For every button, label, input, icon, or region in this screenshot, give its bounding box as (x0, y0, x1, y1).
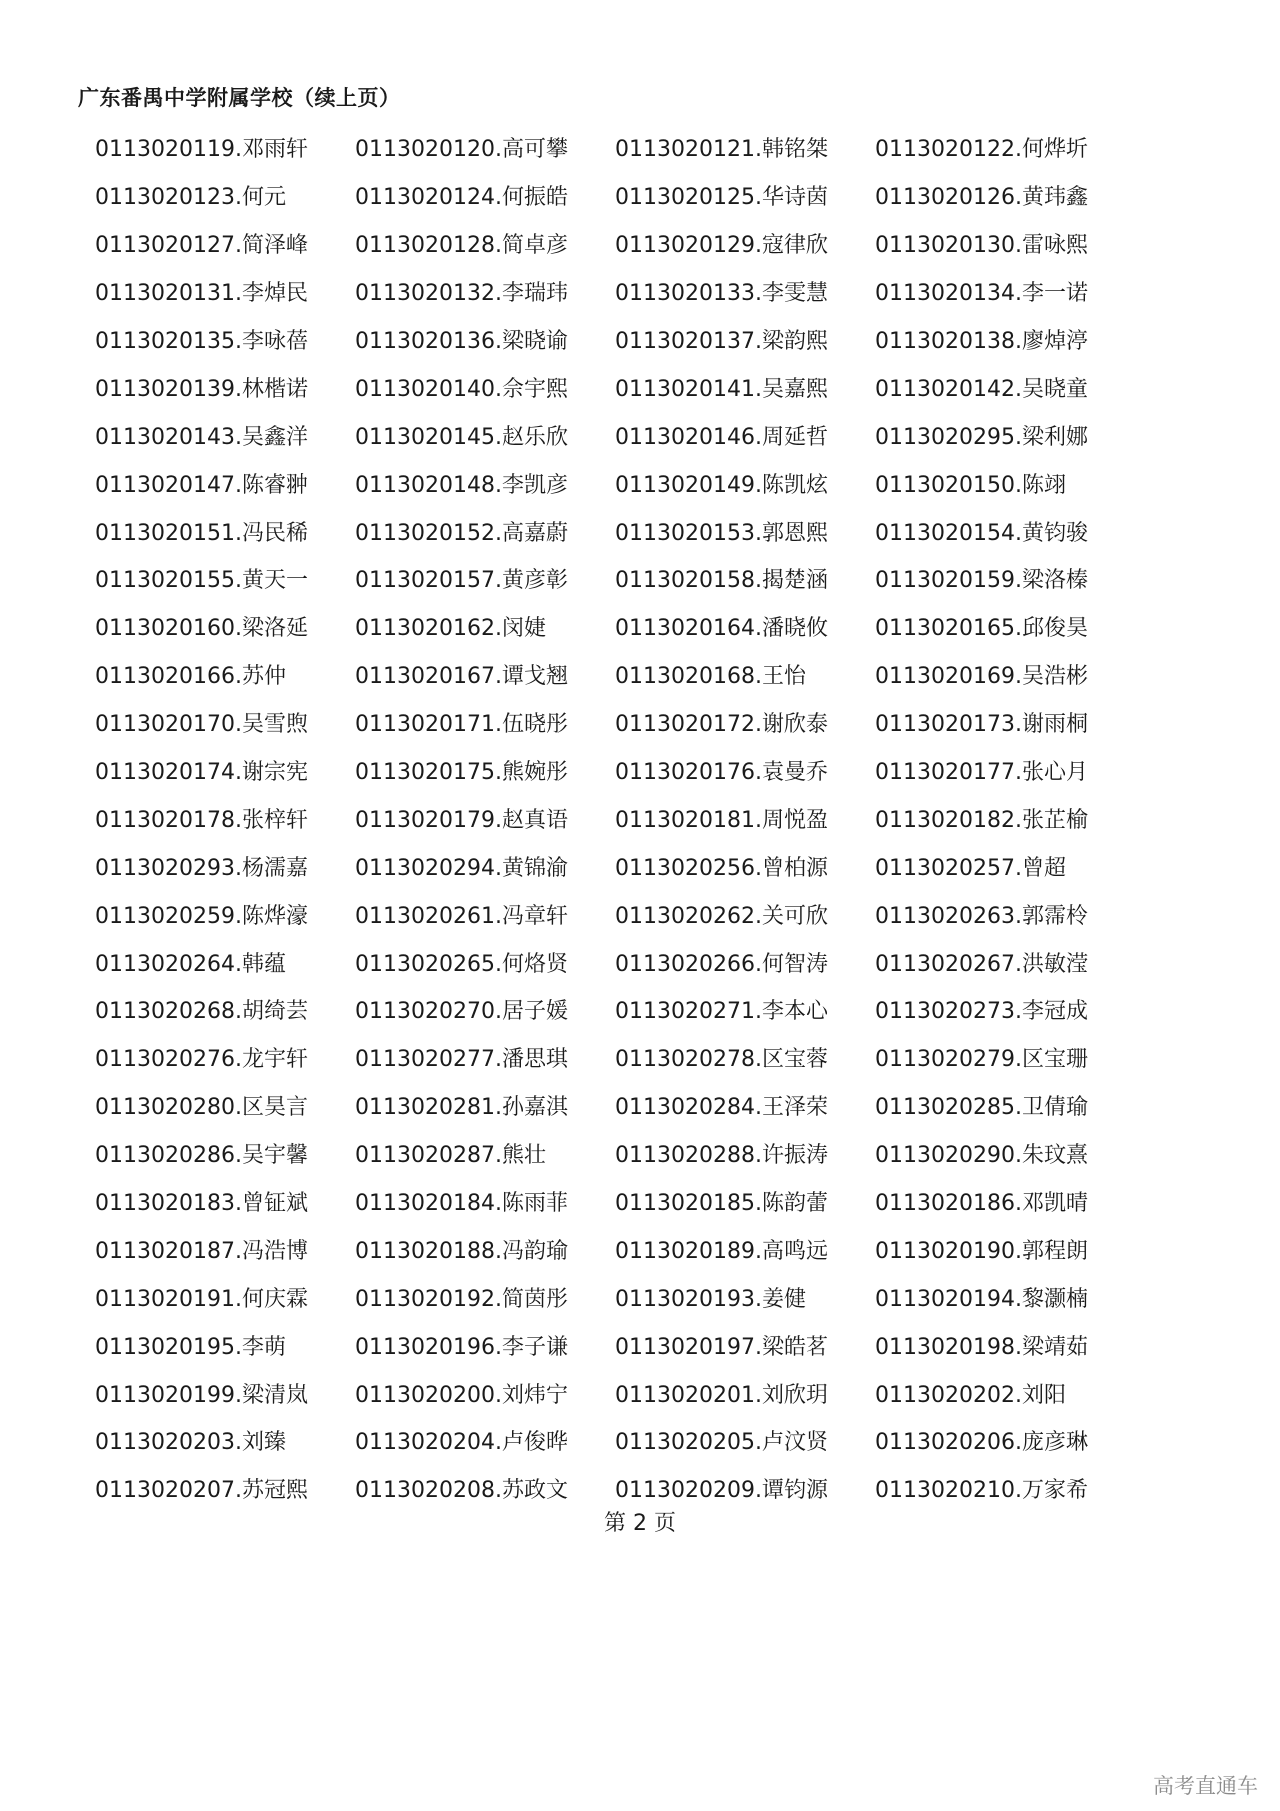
student-entry: 0113020186.邓凯晴 (875, 1191, 1088, 1217)
list-row (95, 651, 1135, 699)
student-entry: 0113020176.袁曼乔 (615, 760, 828, 786)
student-entry: 0113020276.龙宇轩 (95, 1047, 308, 1073)
student-entry: 0113020134.李一诺 (875, 281, 1088, 307)
student-entry: 0113020207.苏冠熙 (95, 1478, 308, 1504)
list-row (95, 459, 1135, 507)
list-row (95, 699, 1135, 747)
student-entry: 0113020295.梁利娜 (875, 424, 1088, 450)
student-entry: 0113020201.刘欣玥 (615, 1382, 828, 1408)
student-entry: 0113020190.郭程朗 (875, 1238, 1088, 1264)
student-entry: 0113020193.姜健 (615, 1286, 806, 1312)
student-entry: 0113020196.李子谦 (355, 1334, 568, 1360)
school-title: 广东番禺中学附属学校（续上页） (78, 86, 401, 110)
student-entry: 0113020266.何智涛 (615, 951, 828, 977)
student-entry: 0113020208.苏政文 (355, 1478, 568, 1504)
student-entry: 0113020200.刘炜宁 (355, 1382, 568, 1408)
student-entry: 0113020165.邱俊昊 (875, 616, 1088, 642)
list-row (95, 1034, 1135, 1082)
student-entry: 0113020184.陈雨菲 (355, 1191, 568, 1217)
student-entry: 0113020140.佘宇熙 (355, 376, 568, 402)
student-entry: 0113020133.李雯慧 (615, 281, 828, 307)
student-entry: 0113020174.谢宗宪 (95, 760, 308, 786)
student-entry: 0113020166.苏仲 (95, 664, 286, 690)
student-entry: 0113020157.黄彦彰 (355, 568, 568, 594)
student-entry: 0113020135.李咏蓓 (95, 329, 308, 354)
student-entry: 0113020256.曾柏源 (615, 855, 828, 881)
student-entry: 0113020139.林楷诺 (95, 376, 308, 402)
student-entry: 0113020262.关可欣 (615, 903, 828, 929)
student-entry: 0113020170.吴雪煦 (95, 712, 308, 738)
student-entry: 0113020164.潘晓攸 (615, 616, 828, 642)
student-entry: 0113020129.寇律欣 (615, 233, 828, 259)
student-entry: 0113020171.伍晓彤 (355, 712, 568, 738)
student-entry: 0113020264.韩蕴 (95, 951, 286, 977)
student-entry: 0113020138.廖焯渟 (875, 329, 1088, 354)
student-entry: 0113020270.居子媛 (355, 999, 568, 1025)
student-entry: 0113020172.谢欣泰 (615, 712, 828, 738)
student-entry: 0113020141.吴嘉熙 (615, 376, 828, 402)
student-entry: 0113020288.许振涛 (615, 1143, 828, 1169)
student-entry: 0113020191.何庆霖 (95, 1286, 308, 1312)
student-entry: 0113020167.谭戈翘 (355, 664, 568, 690)
student-entry: 0113020143.吴鑫洋 (95, 424, 308, 450)
student-entry: 0113020127.简泽峰 (95, 233, 308, 259)
student-entry: 0113020268.胡绮芸 (95, 999, 308, 1025)
student-entry: 0113020197.梁皓茗 (615, 1334, 828, 1360)
list-row (95, 1225, 1135, 1273)
student-entry: 0113020147.陈睿翀 (95, 472, 308, 498)
student-entry: 0113020281.孙嘉淇 (355, 1095, 568, 1121)
student-entry: 0113020257.曾超 (875, 855, 1066, 881)
student-entry: 0113020125.华诗茵 (615, 185, 828, 211)
student-entry: 0113020204.卢俊晔 (355, 1430, 568, 1456)
student-entry: 0113020126.黄玮鑫 (875, 185, 1088, 211)
student-entry: 0113020286.吴宇馨 (95, 1143, 308, 1169)
student-entry: 0113020154.黄钧骏 (875, 520, 1088, 546)
student-entry: 0113020183.曾钲斌 (95, 1191, 308, 1217)
student-entry: 0113020182.张芷榆 (875, 807, 1088, 833)
list-row (95, 363, 1135, 411)
student-entry: 0113020290.朱玟熹 (875, 1143, 1088, 1169)
list-row (95, 507, 1135, 555)
student-entry: 0113020136.梁晓谕 (355, 329, 568, 354)
student-entry: 0113020159.梁洛榛 (875, 568, 1088, 594)
list-row (95, 747, 1135, 795)
student-entry: 0113020160.梁洛延 (95, 616, 308, 642)
watermark: 高考直通车 (1153, 1774, 1258, 1798)
list-row (95, 555, 1135, 603)
list-row (95, 938, 1135, 986)
student-entry: 0113020142.吴晓童 (875, 376, 1088, 402)
student-entry: 0113020267.洪敏滢 (875, 951, 1088, 977)
list-row (95, 1082, 1135, 1130)
student-entry: 0113020273.李冠成 (875, 999, 1088, 1025)
student-entry: 0113020179.赵真语 (355, 807, 568, 833)
student-entry: 0113020120.高可攀 (355, 137, 568, 163)
student-entry: 0113020187.冯浩博 (95, 1238, 308, 1264)
student-entry: 0113020152.高嘉蔚 (355, 520, 568, 546)
list-row (95, 986, 1135, 1034)
student-entry: 0113020265.何烙贤 (355, 951, 568, 977)
student-entry: 0113020205.卢汶贤 (615, 1430, 828, 1456)
student-entry: 0113020294.黄锦渝 (355, 855, 568, 881)
student-entry: 0113020206.庞彦琳 (875, 1430, 1088, 1456)
student-entry: 0113020175.熊婉彤 (355, 760, 568, 786)
student-entry: 0113020148.李凯彦 (355, 472, 568, 498)
student-entry: 0113020178.张梓轩 (95, 807, 308, 833)
list-row (95, 842, 1135, 890)
list-row (95, 268, 1135, 316)
list-row (95, 220, 1135, 268)
student-entry: 0113020121.韩铭桀 (615, 137, 828, 163)
student-entry: 0113020151.冯民稀 (95, 520, 308, 546)
student-entry: 0113020279.区宝珊 (875, 1047, 1088, 1073)
list-row (95, 1417, 1135, 1465)
student-entry: 0113020132.李瑞玮 (355, 281, 568, 307)
list-row (95, 603, 1135, 651)
student-entry: 0113020123.何元 (95, 185, 286, 211)
student-entry: 0113020280.区昊言 (95, 1095, 308, 1121)
student-entry: 0113020177.张心月 (875, 760, 1088, 786)
student-entry: 0113020263.郭霈柃 (875, 903, 1088, 929)
student-entry: 0113020192.简茵彤 (355, 1286, 568, 1312)
student-entry: 0113020293.杨濡嘉 (95, 855, 308, 881)
student-entry: 0113020198.梁靖茹 (875, 1334, 1088, 1360)
student-entry: 0113020271.李本心 (615, 999, 828, 1025)
student-entry: 0113020145.赵乐欣 (355, 424, 568, 450)
student-entry: 0113020203.刘臻 (95, 1430, 286, 1456)
student-entry: 0113020149.陈凯炫 (615, 472, 828, 498)
student-entry: 0113020209.谭钧源 (615, 1478, 828, 1504)
student-entry: 0113020168.王怡 (615, 664, 806, 690)
student-entry: 0113020153.郭恩熙 (615, 520, 828, 546)
student-entry: 0113020131.李焯民 (95, 281, 308, 307)
list-row (95, 172, 1135, 220)
student-entry: 0113020162.闵婕 (355, 616, 546, 642)
student-entry: 0113020124.何振皓 (355, 185, 568, 211)
student-entry: 0113020155.黄天一 (95, 568, 308, 594)
student-entry: 0113020284.王泽荣 (615, 1095, 828, 1121)
student-entry: 0113020169.吴浩彬 (875, 664, 1088, 690)
list-row (95, 1178, 1135, 1226)
list-row (95, 1321, 1135, 1369)
student-entry: 0113020278.区宝蓉 (615, 1047, 828, 1073)
list-row (95, 411, 1135, 459)
student-entry: 0113020194.黎灏楠 (875, 1286, 1088, 1312)
list-row (95, 1369, 1135, 1417)
list-row (95, 1130, 1135, 1178)
student-entry: 0113020188.冯韵瑜 (355, 1238, 568, 1264)
student-entry: 0113020189.高鸣远 (615, 1238, 828, 1264)
student-entry: 0113020181.周悦盈 (615, 807, 828, 833)
student-entry: 0113020259.陈烨濠 (95, 903, 308, 929)
student-entry: 0113020130.雷咏熙 (875, 233, 1088, 259)
list-row (95, 890, 1135, 938)
student-entry: 0113020199.梁清岚 (95, 1382, 308, 1408)
student-entry: 0113020150.陈翊 (875, 472, 1066, 498)
list-row (95, 794, 1135, 842)
student-entry: 0113020202.刘阳 (875, 1382, 1066, 1408)
student-entry: 0113020146.周延哲 (615, 424, 828, 450)
student-entry: 0113020277.潘思琪 (355, 1047, 568, 1073)
student-entry: 0113020119.邓雨轩 (95, 137, 308, 163)
list-row (95, 316, 1135, 364)
student-entry: 0113020128.简卓彦 (355, 233, 568, 259)
student-entry: 0113020210.万家希 (875, 1478, 1088, 1504)
student-entry: 0113020122.何烨圻 (875, 137, 1088, 163)
list-row (95, 124, 1135, 172)
student-entry: 0113020185.陈韵蕾 (615, 1191, 828, 1217)
student-entry: 0113020137.梁韵熙 (615, 329, 828, 354)
student-entry: 0113020287.熊壮 (355, 1143, 546, 1169)
student-entry: 0113020285.卫倩瑜 (875, 1095, 1088, 1121)
student-entry: 0113020195.李萌 (95, 1334, 286, 1360)
student-entry: 0113020158.揭楚涵 (615, 568, 828, 594)
student-list (95, 124, 1135, 1513)
student-entry: 0113020173.谢雨桐 (875, 712, 1088, 738)
page-number: 第 2 页 (604, 1511, 676, 1536)
student-entry: 0113020261.冯章轩 (355, 903, 568, 929)
list-row (95, 1273, 1135, 1321)
